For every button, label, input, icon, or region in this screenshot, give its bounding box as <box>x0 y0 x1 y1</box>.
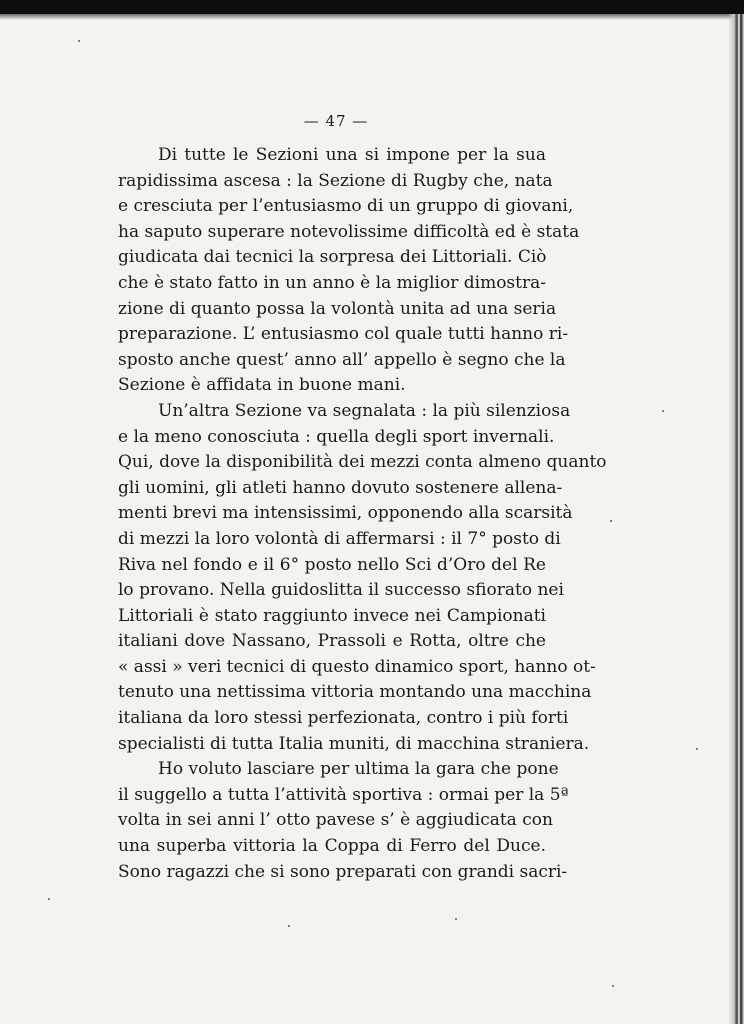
text-line: una superba vittoria la Coppa di Ferro del Duce. <box>118 836 546 857</box>
text-line: menti brevi ma intensissimi, opponendo alla scarsità <box>118 503 573 524</box>
text-line: Sezione è affidata in buone mani. <box>118 375 406 396</box>
text-line: Riva nel fondo e il 6° posto nello Sci d’Oro del Re <box>118 554 546 575</box>
page-number: — 47 — <box>303 112 369 130</box>
text-line: il suggello a tutta l’attività sportiva : ormai per la 5ª <box>118 784 569 805</box>
text-line: e cresciuta per l’entusiasmo di un gruppo di giovani, <box>118 196 574 217</box>
text-line: Sono ragazzi che si sono preparati con grandi sacri- <box>118 861 568 882</box>
scan-top-shadow <box>0 14 744 20</box>
paper-speck <box>610 520 612 522</box>
text-line: volta in sei anni l’ otto pavese s’ è aggiudicata con <box>118 810 553 831</box>
text-line: zione di quanto possa la volontà unita ad una seria <box>118 298 557 319</box>
text-line: di mezzi la loro volontà di affermarsi : il 7° posto di <box>118 528 561 549</box>
text-line: Ho voluto lasciare per ultima la gara che pone <box>158 759 559 780</box>
text-line: specialisti di tutta Italia muniti, di macchina straniera. <box>118 733 590 754</box>
paper-speck <box>612 985 614 987</box>
scan-top-border <box>0 0 744 14</box>
text-line: che è stato fatto in un anno è la miglior dimostra- <box>118 272 546 293</box>
paper-speck <box>455 918 457 920</box>
text-line: lo provano. Nella guidoslitta il successo sfiorato nei <box>118 580 564 601</box>
text-line: preparazione. L’ entusiasmo col quale tutti hanno ri- <box>118 324 569 345</box>
text-line: tenuto una nettissima vittoria montando una macchina <box>118 682 592 703</box>
scan-right-edge <box>728 14 744 1024</box>
paper-speck <box>288 925 290 927</box>
text-line: Littoriali è stato raggiunto invece nei Campionati <box>118 605 546 626</box>
text-line: Un’altra Sezione va segnalata : la più silenziosa <box>158 400 571 421</box>
paper-speck <box>78 40 80 42</box>
text-line: ha saputo superare notevolissime difficoltà ed è stata <box>118 221 580 242</box>
paper-speck <box>662 410 664 412</box>
text-line: Qui, dove la disponibilità dei mezzi conta almeno quanto <box>118 452 607 473</box>
body-text <box>118 143 607 885</box>
text-line: italiana da loro stessi perfezionata, contro i più forti <box>118 708 569 729</box>
text-line: Di tutte le Sezioni una si impone per la sua <box>158 145 546 165</box>
text-line: « assi » veri tecnici di questo dinamico sport, hanno ot- <box>118 656 596 677</box>
text-line: gli uomini, gli atleti hanno dovuto sostenere allena- <box>118 477 563 498</box>
text-line: e la meno conosciuta : quella degli sport invernali. <box>118 426 555 447</box>
text-line: giudicata dai tecnici la sorpresa dei Littoriali. Ciò <box>118 247 547 268</box>
text-line: italiani dove Nassano, Prassoli e Rotta, oltre che <box>118 631 546 652</box>
text-line: rapidissima ascesa : la Sezione di Rugby che, nata <box>118 170 553 191</box>
text-line: sposto anche quest’ anno all’ appello è segno che la <box>118 349 566 370</box>
paper-speck <box>48 898 50 900</box>
paper-speck <box>696 748 698 750</box>
